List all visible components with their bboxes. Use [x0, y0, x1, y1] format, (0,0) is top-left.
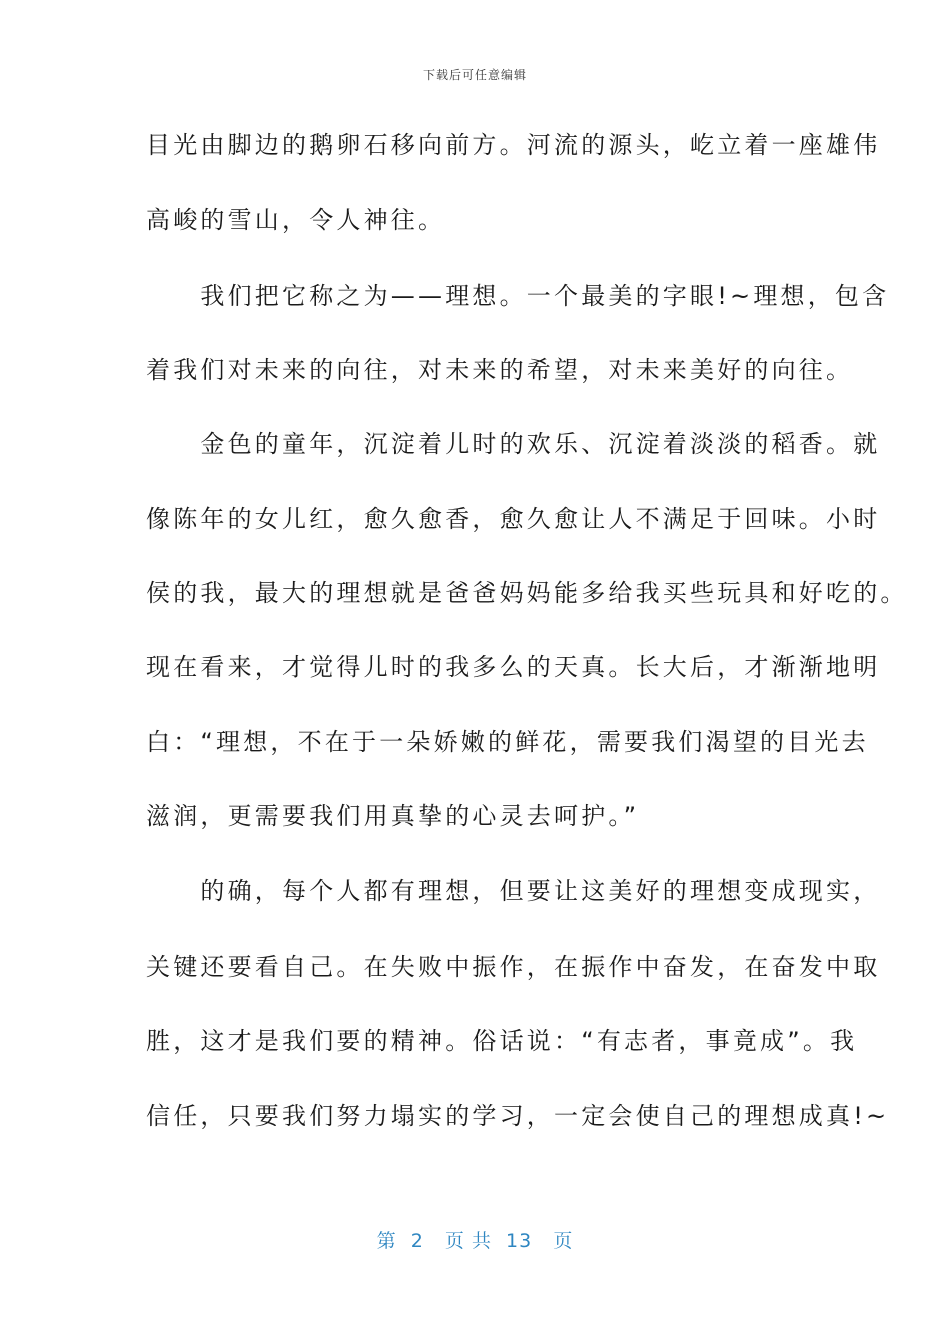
text-line: 像陈年的女儿红，愈久愈香，愈久愈让人不满足于回味。小时 [146, 505, 881, 533]
text-line: 信任，只要我们努力塌实的学习，一定会使自己的理想成真!~ [146, 1102, 890, 1130]
text-line: 现在看来，才觉得儿时的我多么的天真。长大后，才渐渐地明 [146, 653, 881, 681]
text-line: 的确，每个人都有理想，但要让这美好的理想变成现实， [146, 877, 881, 905]
text-line: 高峻的雪山，令人神往。 [146, 206, 446, 234]
text-line: 侯的我，最大的理想就是爸爸妈妈能多给我买些玩具和好吃的。 [146, 579, 908, 607]
header-note: 下载后可任意编辑 [422, 68, 527, 82]
text-line: 着我们对未来的向往，对未来的希望，对未来美好的向往。 [146, 356, 854, 384]
text-line: 胜，这才是我们要的精神。俗话说：“有志者，事竟成”。我 [146, 1027, 858, 1055]
text-line: 滋润，更需要我们用真挚的心灵去呵护。” [146, 802, 640, 830]
text-line: 目光由脚边的鹅卵石移向前方。河流的源头，屹立着一座雄伟 [146, 131, 881, 159]
text-line: 白：“理想，不在于一朵娇嫩的鲜花，需要我们渴望的目光去 [146, 728, 869, 756]
text-line: 我们把它称之为——理想。一个最美的字眼!~理想，包含 [146, 282, 890, 310]
page-number-footer: 第 2 页 共 13 页 [376, 1230, 574, 1252]
text-line: 关键还要看自己。在失败中振作，在振作中奋发，在奋发中取 [146, 953, 881, 981]
text-line: 金色的童年，沉淀着儿时的欢乐、沉淀着淡淡的稻香。就 [146, 430, 881, 458]
